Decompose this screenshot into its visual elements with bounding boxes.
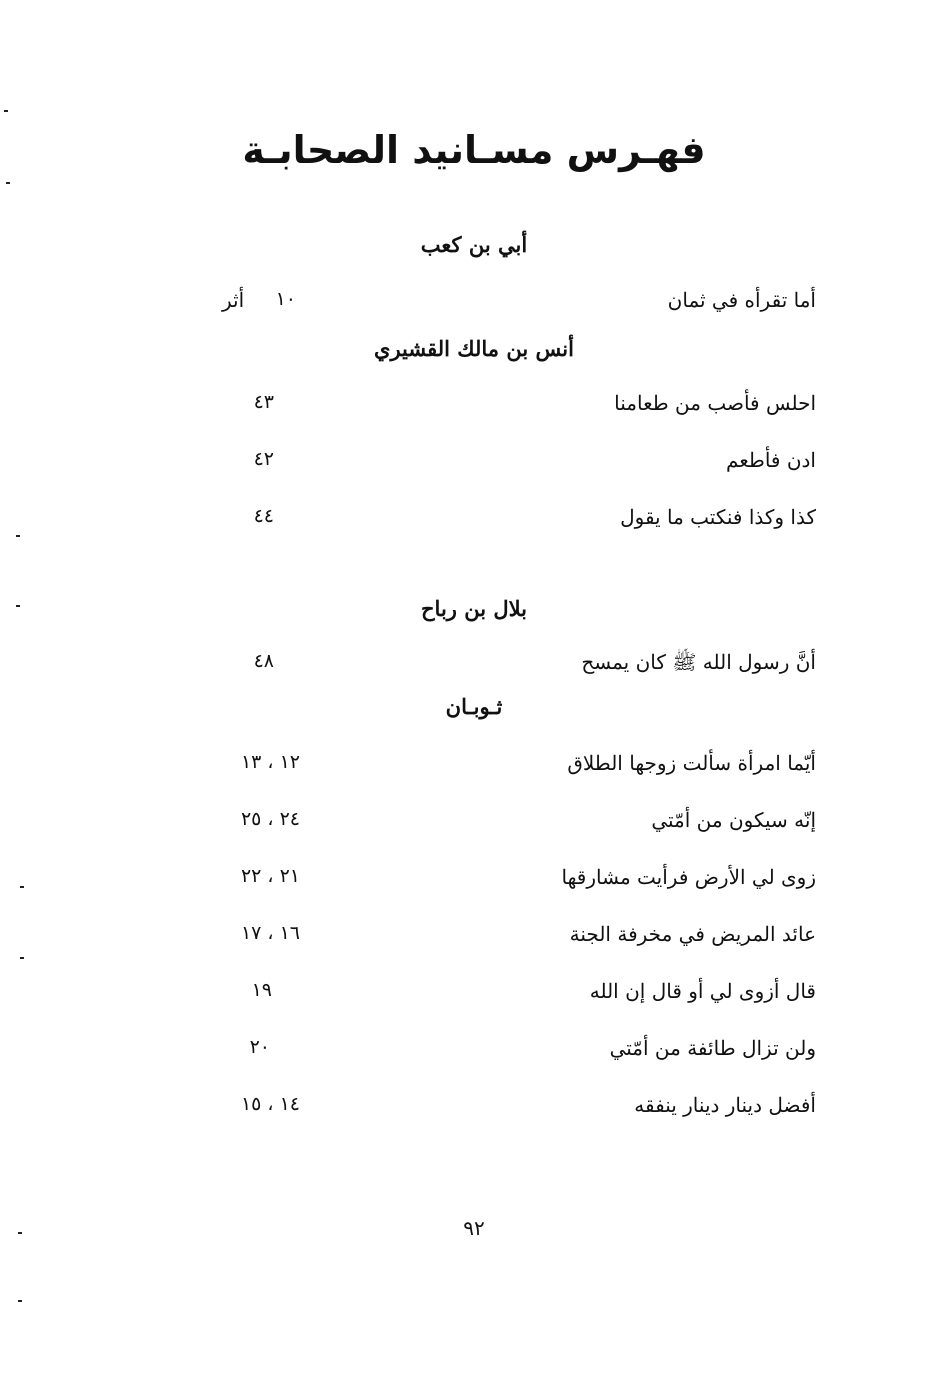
entry-note: أثر: [222, 288, 245, 312]
index-entry: [0, 650, 948, 684]
entry-ref: ١٩: [251, 979, 272, 1001]
index-entry: [0, 979, 948, 1013]
entry-ref: ١٦ ، ١٧: [240, 922, 300, 944]
entry-ref: ٢٠: [249, 1036, 270, 1058]
entry-text: أنَّ رسول الله ﷺ كان يمسح: [581, 650, 816, 674]
entry-ref: ١٠: [275, 288, 296, 310]
section-heading: أبي بن كعب: [420, 232, 528, 257]
scan-speck: [20, 886, 24, 888]
section-heading: ثـوبـان: [445, 694, 503, 719]
entry-ref: ٤٣: [253, 391, 274, 413]
scan-speck: [16, 605, 20, 607]
index-entry: [0, 922, 948, 956]
entry-text: ادن فأطعم: [725, 448, 816, 472]
index-entry: [0, 751, 948, 785]
entry-text: أفضل دينار دينار ينفقه: [634, 1093, 816, 1117]
scan-speck: [6, 182, 10, 184]
entry-text: إنّه سيكون من أمّتي: [651, 808, 816, 832]
entry-text: ولن تزال طائفة من أمّتي: [609, 1036, 816, 1060]
entry-ref: ٤٨: [253, 650, 274, 672]
entry-text: احلس فأصب من طعامنا: [614, 391, 816, 415]
page-number: ٩٢: [463, 1216, 485, 1240]
index-entry: [0, 1036, 948, 1070]
entry-text: قال أزوى لي أو قال إن الله: [589, 979, 816, 1003]
entry-ref: ٢٤ ، ٢٥: [240, 808, 300, 830]
section-heading: بلال بن رباح: [420, 596, 528, 621]
index-entry: [0, 1093, 948, 1127]
scan-speck: [4, 110, 8, 112]
index-entry: [0, 391, 948, 425]
entry-text: عائد المريض في مخرفة الجنة: [569, 922, 816, 946]
entry-ref: ٤٢: [253, 448, 274, 470]
index-entry: [0, 808, 948, 842]
index-entry: [0, 505, 948, 539]
entry-ref: ٢١ ، ٢٢: [240, 865, 300, 887]
scan-speck: [18, 1300, 22, 1302]
entry-ref: ١٤ ، ١٥: [240, 1093, 300, 1115]
page-title: فهـرس مسـانيد الصحابـة: [242, 128, 706, 172]
entry-text: زوى لي الأرض فرأيت مشارقها: [561, 865, 816, 889]
entry-text: كذا وكذا فنكتب ما يقول: [620, 505, 816, 529]
scan-speck: [20, 957, 24, 959]
entry-text: أما تقرأه في ثمان: [667, 288, 816, 312]
entry-ref: ٤٤: [253, 505, 274, 527]
entry-text: أيّما امرأة سألت زوجها الطلاق: [567, 751, 816, 775]
entry-ref: ١٢ ، ١٣: [240, 751, 300, 773]
index-entry: [0, 288, 948, 322]
index-entry: [0, 865, 948, 899]
index-entry: [0, 448, 948, 482]
scan-speck: [18, 1232, 22, 1234]
section-heading: أنس بن مالك القشيري: [374, 336, 574, 361]
scan-speck: [16, 535, 20, 537]
